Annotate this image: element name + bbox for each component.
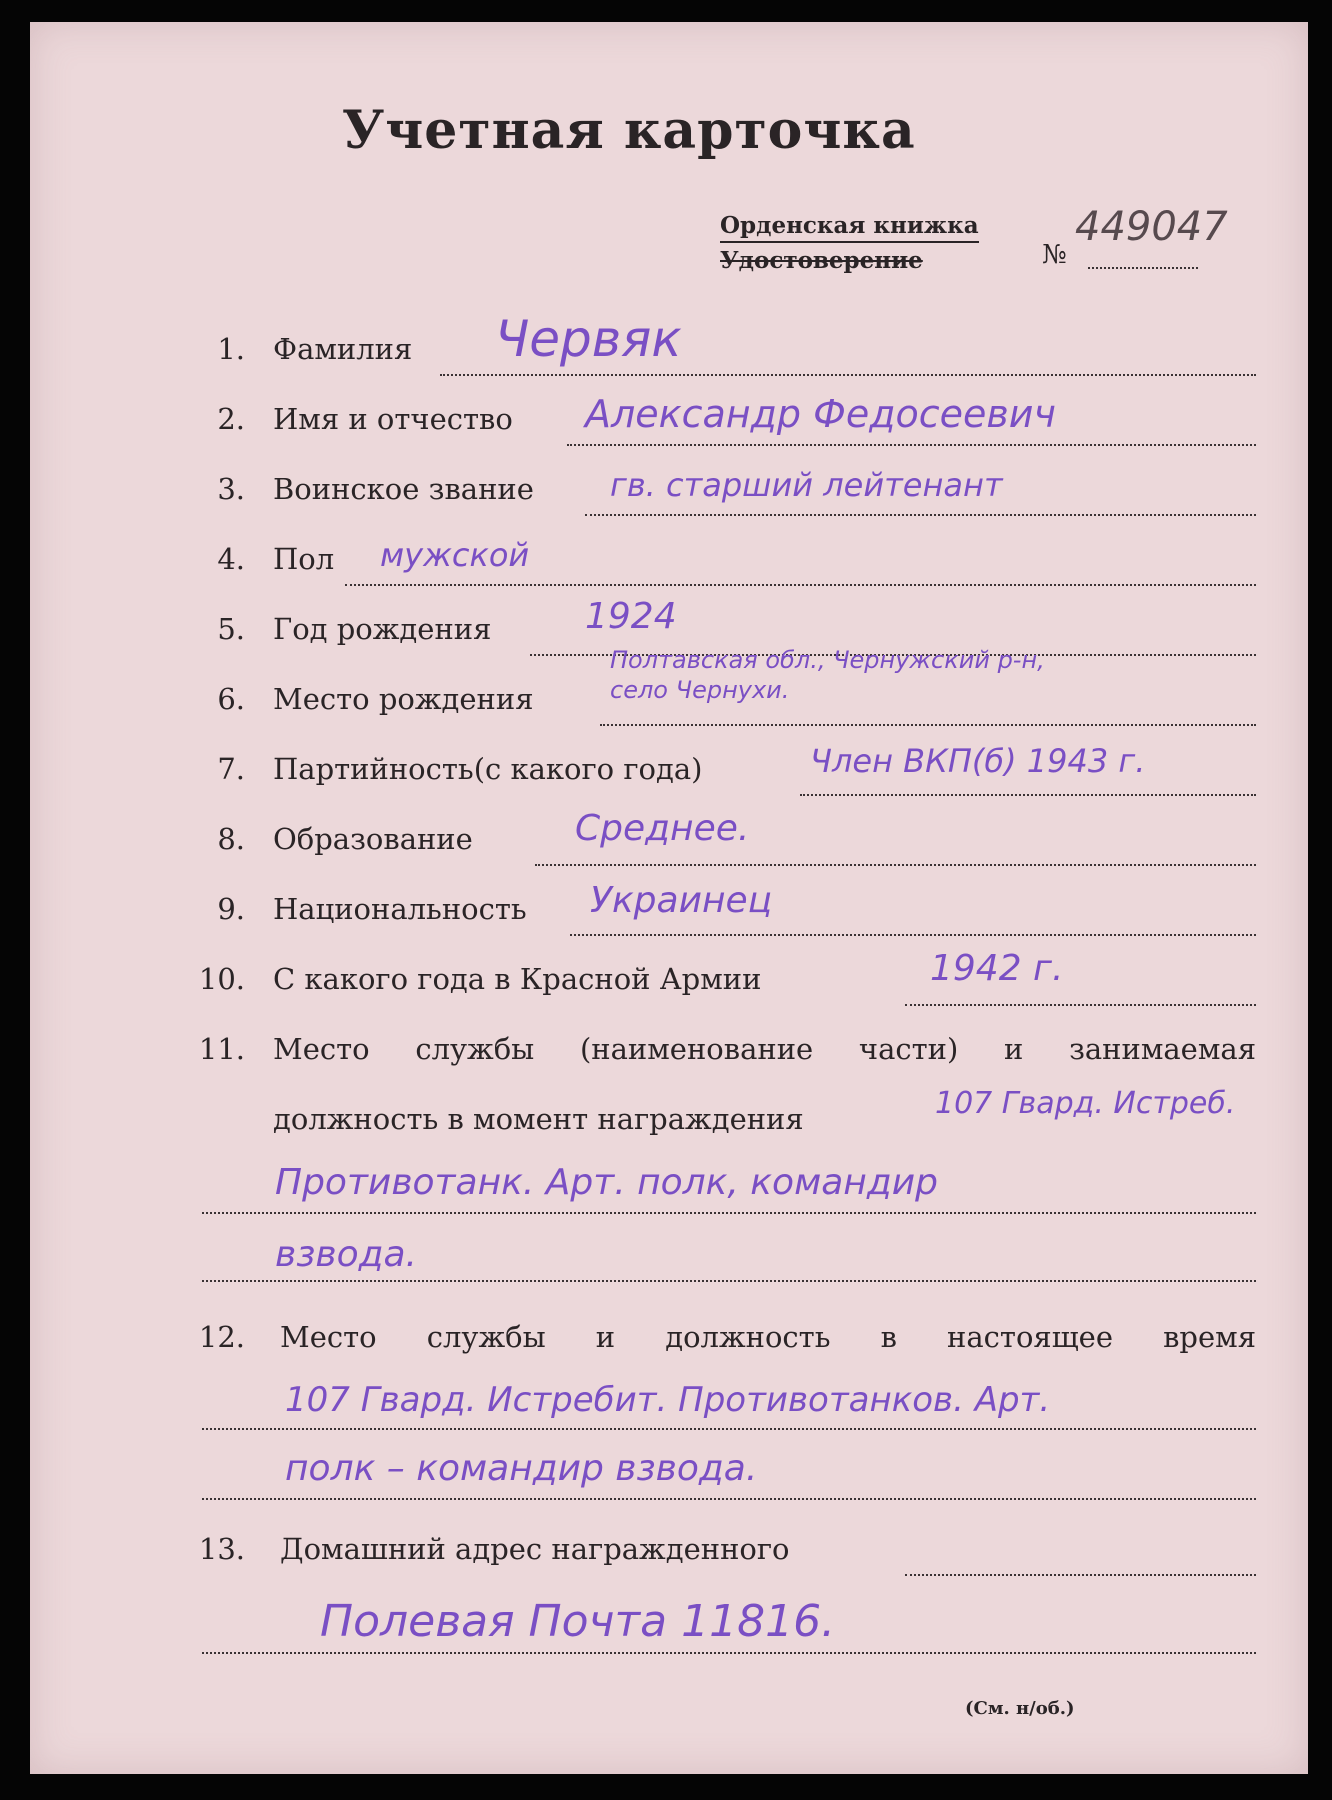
field-value: мужской xyxy=(380,536,530,574)
registration-card xyxy=(30,22,1308,1774)
order-book-label: Орденская книжка xyxy=(720,212,979,243)
field-label: Имя и отчество xyxy=(273,402,513,436)
field-value-line1: Полтавская обл., Чернужский р-н, xyxy=(610,646,1045,674)
field-label: Воинское звание xyxy=(273,472,534,506)
field-line xyxy=(202,1652,1256,1654)
field-number: 13. xyxy=(198,1532,245,1566)
field-number: 1. xyxy=(217,332,245,366)
field-nationality xyxy=(30,880,1308,952)
field-number: 12. xyxy=(198,1320,245,1354)
field-home-address xyxy=(30,1532,1308,1662)
field-military-rank xyxy=(30,466,1308,532)
field-line xyxy=(202,1212,1256,1214)
field-line xyxy=(202,1280,1256,1282)
field-label-line2: должность в момент награждения xyxy=(273,1102,804,1136)
number-line xyxy=(1088,267,1198,269)
field-surname xyxy=(30,310,1308,392)
field-value: Полевая Почта 11816. xyxy=(320,1596,836,1647)
field-party-membership xyxy=(30,742,1308,812)
field-label-line1: Место службы (наименование части) и занимаемая xyxy=(273,1032,1256,1066)
field-label: Место службы и должность в настоящее время xyxy=(280,1320,1256,1354)
field-value: Член ВКП(б) 1943 г. xyxy=(810,742,1146,780)
field-label: Национальность xyxy=(273,892,527,926)
number-sign: № xyxy=(1042,240,1067,270)
field-number: 4. xyxy=(217,542,245,576)
field-number: 9. xyxy=(217,892,245,926)
field-number: 7. xyxy=(217,752,245,786)
field-number: 3. xyxy=(217,472,245,506)
field-label: Год рождения xyxy=(273,612,492,646)
field-value: гв. старший лейтенант xyxy=(610,466,1003,504)
order-book-block xyxy=(720,212,979,274)
field-label: Пол xyxy=(273,542,335,576)
field-value-line2: Противотанк. Арт. полк, командир xyxy=(275,1162,938,1203)
field-label: Партийность(с какого года) xyxy=(273,752,703,786)
field-service-at-award xyxy=(30,1032,1308,1275)
field-line xyxy=(202,1498,1256,1500)
field-line xyxy=(905,1574,1256,1576)
field-value: Украинец xyxy=(590,880,773,921)
field-current-service xyxy=(30,1320,1308,1500)
field-label: Домашний адрес награжденного xyxy=(280,1532,790,1566)
field-gender xyxy=(30,536,1308,602)
field-line xyxy=(345,584,1256,586)
field-number: 8. xyxy=(217,822,245,856)
certificate-label-struck: Удостоверение xyxy=(720,247,923,274)
field-line xyxy=(535,864,1256,866)
field-value: Среднее. xyxy=(575,808,750,849)
field-number: 11. xyxy=(198,1032,245,1066)
field-value: 1942 г. xyxy=(930,948,1064,989)
field-line xyxy=(600,724,1256,726)
field-label: Образование xyxy=(273,822,473,856)
field-line xyxy=(905,1004,1256,1006)
field-value-line2: село Чернухи. xyxy=(610,676,790,704)
field-value: Александр Федосеевич xyxy=(585,392,1056,436)
field-number: 6. xyxy=(217,682,245,716)
field-value-line3: взвода. xyxy=(275,1234,417,1275)
field-line xyxy=(567,444,1256,446)
field-line xyxy=(202,1428,1256,1430)
field-label: Место рождения xyxy=(273,682,534,716)
field-number: 2. xyxy=(217,402,245,436)
field-name-patronymic xyxy=(30,392,1308,462)
field-value-line1: 107 Гвард. Истреб. xyxy=(935,1086,1236,1121)
field-line xyxy=(585,514,1256,516)
field-education xyxy=(30,808,1308,882)
see-reverse-note: (См. н/об.) xyxy=(965,1698,1075,1719)
card-number-value: 449047 xyxy=(1075,204,1228,250)
field-line xyxy=(800,794,1256,796)
field-value: Червяк xyxy=(495,310,682,368)
field-army-since xyxy=(30,948,1308,1022)
field-birthplace xyxy=(30,646,1308,742)
field-number: 5. xyxy=(217,612,245,646)
field-value: 1924 xyxy=(585,596,677,637)
field-value-line1: 107 Гвард. Истребит. Противотанков. Арт. xyxy=(285,1380,1051,1420)
field-line xyxy=(440,374,1256,376)
field-label: С какого года в Красной Армии xyxy=(273,962,762,996)
field-label: Фамилия xyxy=(273,332,413,366)
field-value-line2: полк – командир взвода. xyxy=(285,1448,758,1489)
card-title: Учетная карточка xyxy=(342,100,916,161)
field-line xyxy=(570,934,1256,936)
field-number: 10. xyxy=(198,962,245,996)
